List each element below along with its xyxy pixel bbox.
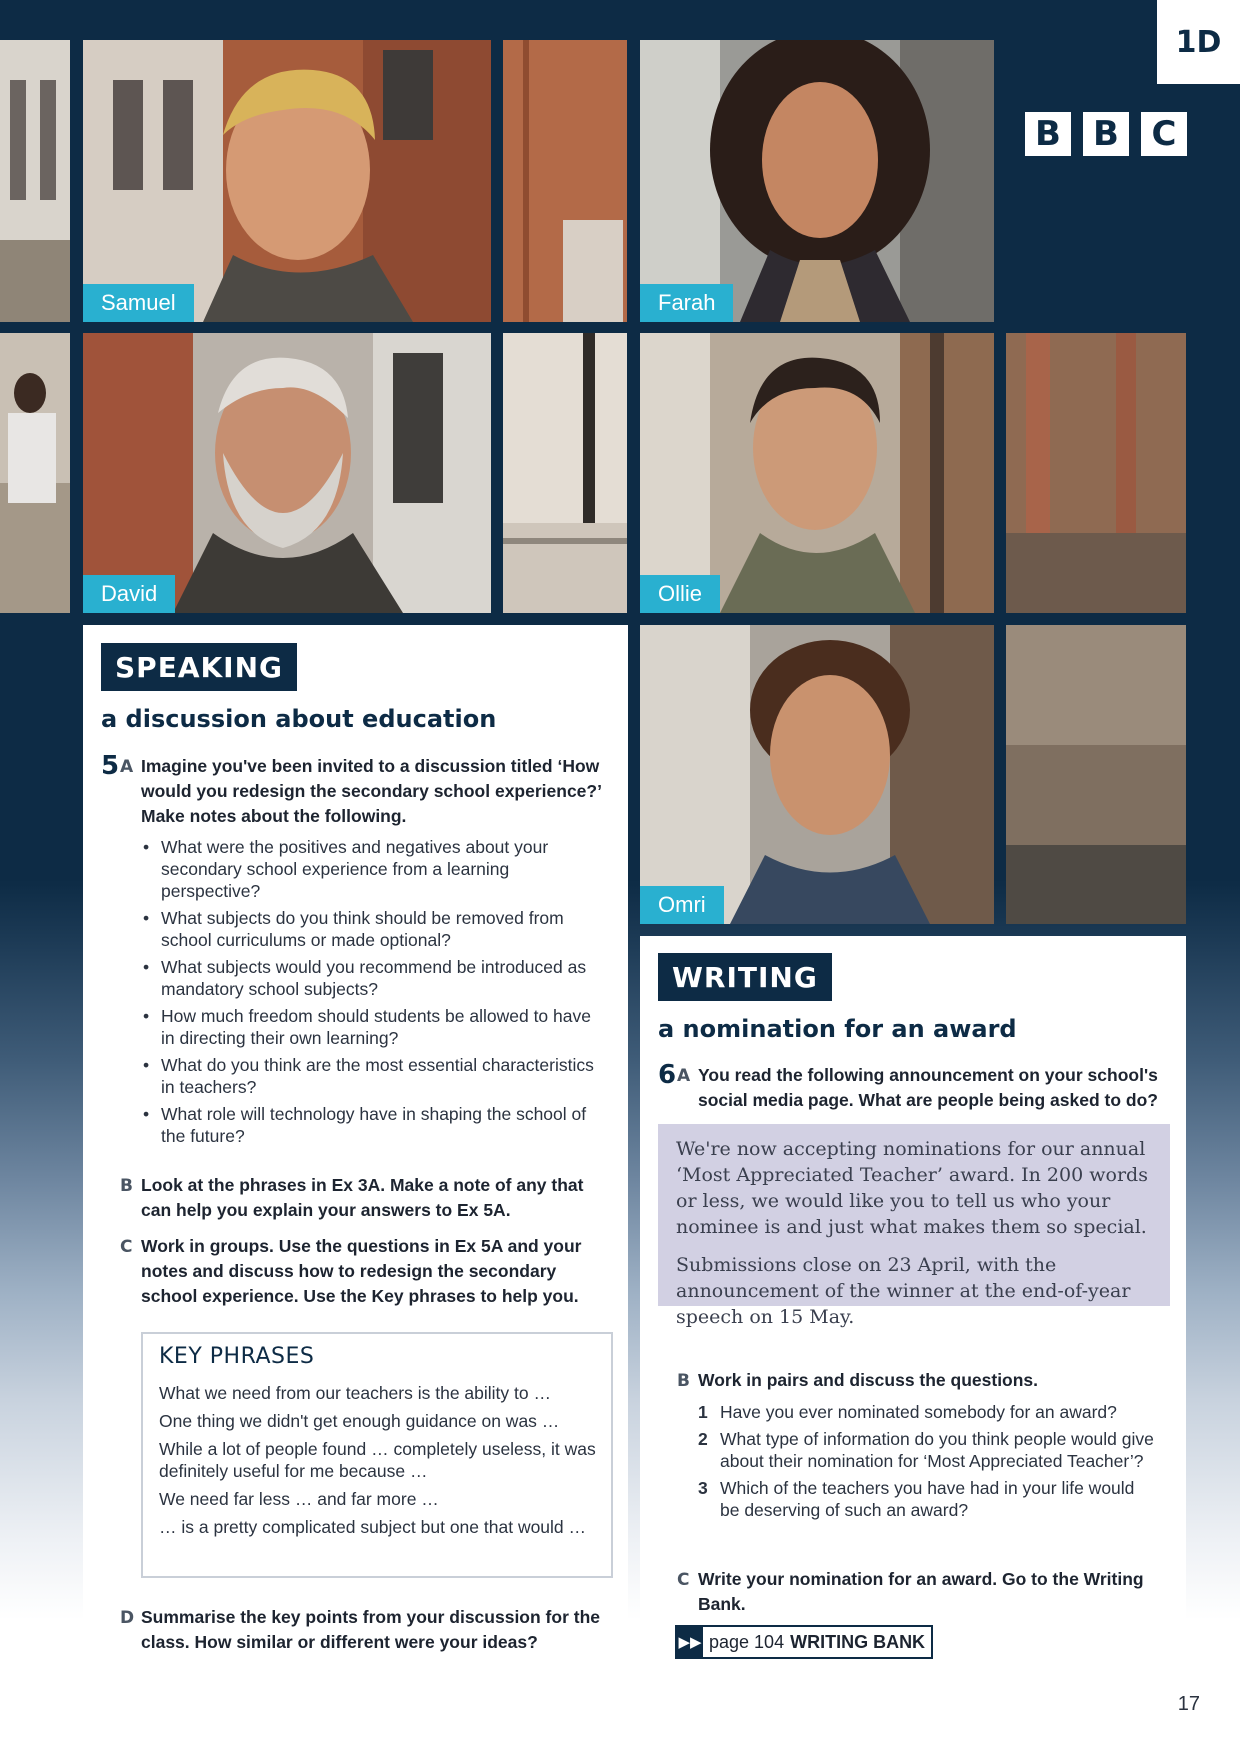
list-item	[698, 1428, 1158, 1472]
speaking-panel	[83, 625, 628, 1650]
exercise-5c-instruction: Work in groups. Use the questions in Ex 5A and your notes and discuss how to redesign the secondary school experience. Use the Key phrases to help you.	[141, 1236, 582, 1306]
name-label-omri: Omri	[640, 886, 724, 924]
list-item: … is a pretty complicated subject but one that would …	[159, 1517, 587, 1537]
fast-forward-icon: ▶▶	[677, 1627, 703, 1657]
exercise-letter: C	[677, 1570, 690, 1590]
list-item: • What were the positives and negatives about your secondary school experience from a learning perspective?	[141, 836, 601, 902]
list-item: • What role will technology have in shaping the school of the future?	[141, 1103, 601, 1147]
page-number: 17	[1177, 1693, 1200, 1715]
street-photo-lamppost	[503, 333, 627, 613]
reference-bank: WRITING BANK	[790, 1631, 926, 1652]
list-item: • What subjects do you think should be removed from school curriculums or made optional?	[141, 907, 601, 951]
question-text: What type of information do you think people would give about their nomination for ‘Most Appreciated Teacher’?	[720, 1429, 1154, 1471]
exercise-6a-instruction: You read the following announcement on your school's social media page. What are people being asked to do?	[698, 1065, 1158, 1110]
exercise-letter: D	[120, 1608, 135, 1628]
speaking-subtitle: a discussion about education	[101, 705, 497, 733]
list-item: What we need from our teachers is the ability to …	[159, 1383, 551, 1403]
farah-photo	[640, 40, 994, 322]
name-label-farah: Farah	[640, 284, 733, 322]
name-label-samuel: Samuel	[83, 284, 194, 322]
list-item	[698, 1477, 1158, 1521]
david-photo	[83, 333, 491, 613]
announcement-paragraph: Submissions close on 23 April, with the announcement of the winner at the end-of-year speech on 15 May.	[676, 1254, 1131, 1328]
announcement-paragraph: We're now accepting nominations for our annual ‘Most Appreciated Teacher’ award. In 200 words or less, we would like you to tell us who your nominee is and just what makes them so special.	[676, 1138, 1148, 1238]
list-item: While a lot of people found … completely useless, it was definitely useful for me because …	[159, 1439, 596, 1481]
samuel-photo	[83, 40, 491, 322]
bbc-logo	[1025, 112, 1187, 156]
writing-bank-link[interactable]	[675, 1625, 933, 1659]
list-item: • What do you think are the most essential characteristics in teachers?	[141, 1054, 601, 1098]
logo-letter: B	[1083, 112, 1129, 156]
exercise-letter: C	[120, 1237, 133, 1257]
question-number: 2	[698, 1429, 708, 1449]
question-text: Have you ever nominated somebody for an award?	[720, 1402, 1117, 1422]
street-photo-trees	[1006, 333, 1186, 613]
exercise-5a-bullet-list	[141, 836, 601, 1152]
question-number: 3	[698, 1478, 708, 1498]
exercise-number: 5	[101, 751, 120, 781]
logo-letter: C	[1141, 112, 1187, 156]
key-phrases-list	[159, 1382, 599, 1544]
omri-photo	[640, 625, 994, 924]
ollie-photo	[640, 333, 994, 613]
exercise-number: 6	[658, 1060, 677, 1090]
list-item: • What subjects would you recommend be introduced as mandatory school subjects?	[141, 956, 601, 1000]
street-photo-riverside	[1006, 625, 1186, 924]
question-number: 1	[698, 1402, 708, 1422]
writing-subtitle: a nomination for an award	[658, 1015, 1017, 1043]
street-photo-pedestrians	[0, 333, 70, 613]
list-item: • How much freedom should students be allowed to have in directing their own learning?	[141, 1005, 601, 1049]
unit-label: 1D	[1157, 0, 1240, 84]
reference-page: page 104	[709, 1631, 785, 1652]
name-label-david: David	[83, 575, 175, 613]
key-phrases-title: KEY PHRASES	[159, 1344, 315, 1369]
writing-panel	[640, 936, 1186, 1650]
writing-bank-reference	[703, 1627, 931, 1657]
key-phrases-box	[141, 1332, 613, 1578]
question-text: Which of the teachers you have had in your life would be deserving of such an award?	[720, 1478, 1135, 1520]
exercise-6c-instruction: Write your nomination for an award. Go to the Writing Bank.	[698, 1569, 1144, 1614]
exercise-letter: A	[677, 1066, 691, 1086]
exercise-6b-instruction: Work in pairs and discuss the questions.	[698, 1370, 1039, 1390]
writing-section-tag: WRITING	[658, 953, 832, 1001]
exercise-letter: B	[677, 1371, 690, 1391]
exercise-letter: B	[120, 1176, 133, 1196]
street-photo-wall	[503, 40, 627, 322]
name-label-ollie: Ollie	[640, 575, 720, 613]
exercise-letter: A	[120, 757, 134, 777]
list-item: One thing we didn't get enough guidance on was …	[159, 1411, 560, 1431]
list-item: We need far less … and far more …	[159, 1489, 439, 1509]
logo-letter: B	[1025, 112, 1071, 156]
exercise-5d-instruction: Summarise the key points from your discussion for the class. How similar or different were your ideas?	[141, 1607, 600, 1652]
exercise-6b-question-list	[698, 1401, 1158, 1526]
speaking-section-tag: SPEAKING	[101, 643, 297, 691]
exercise-5b-instruction: Look at the phrases in Ex 3A. Make a note of any that can help you explain your answers to Ex 5A.	[141, 1175, 584, 1220]
street-photo-building	[0, 40, 70, 322]
exercise-5a-instruction: Imagine you've been invited to a discussion titled ‘How would you redesign the secondary school experience?’ Make notes about the following.	[141, 756, 601, 826]
list-item	[698, 1401, 1158, 1423]
announcement-box	[658, 1124, 1170, 1328]
